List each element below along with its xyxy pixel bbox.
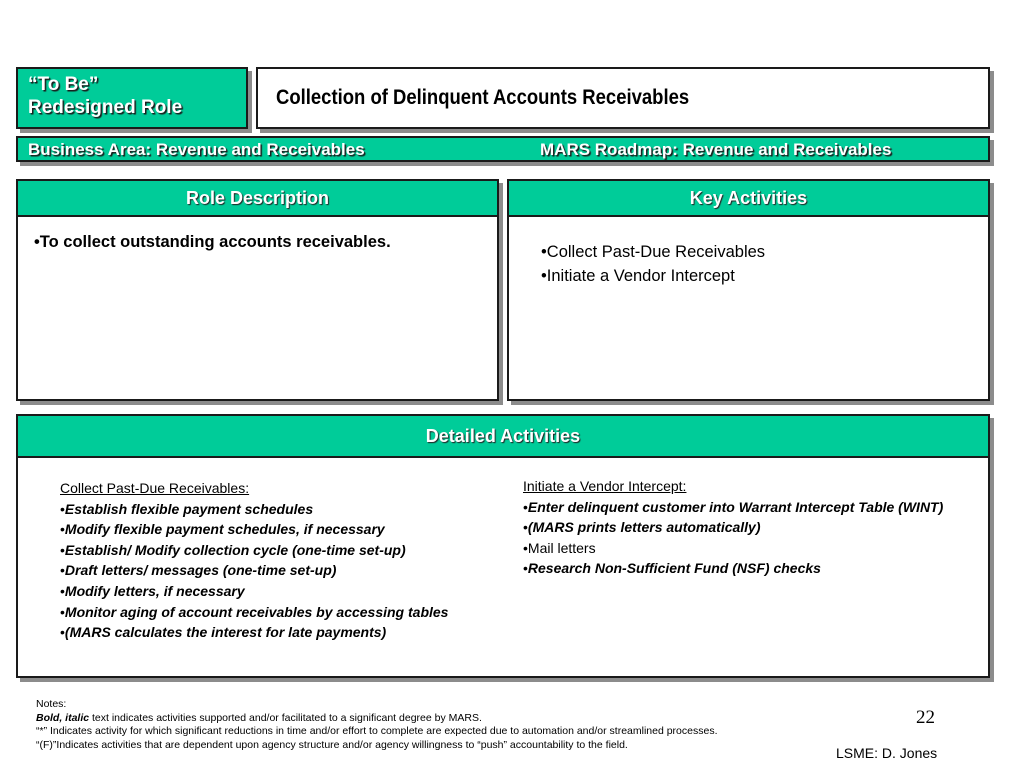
list-item: •Collect Past-Due Receivables [541,243,766,261]
footer-author: LSME: D. Jones [836,745,938,761]
page-number: 22 [916,707,935,728]
list-item: •(MARS calculates the interest for late payments) [60,624,387,641]
detailed-activities-header: Detailed Activities [18,416,988,458]
business-area-banner [16,136,990,162]
list-item: •Enter delinquent customer into Warrant Intercept Table (WINT) [523,498,944,515]
notes-section [36,698,718,752]
detailed-left-column [60,478,448,643]
detailed-activities-panel [16,414,990,678]
notes-line-3: “(F)”Indicates activities that are dependent upon agency structure and/or agency willingness to “push” accountability to the field. [36,738,628,751]
key-activities-list [541,240,765,288]
role-description-list [34,233,391,252]
list-item: •Modify flexible payment schedules, if necessary [60,521,385,538]
role-label-box [16,67,248,129]
list-item: •Mail letters [523,539,596,556]
vendor-intercept-heading: Initiate a Vendor Intercept: [523,478,687,494]
list-item: •Establish/ Modify collection cycle (one-time set-up) [60,541,406,558]
role-label-line1: “To Be” [28,74,99,95]
list-item: •Establish flexible payment schedules [60,500,314,517]
bullet: • [34,233,40,251]
roadmap-label: MARS Roadmap: Revenue and Receivables [540,140,892,159]
list-item: •Monitor aging of account receivables by accessing tables [60,603,449,620]
key-activities-panel [507,179,990,401]
list-item: •Research Non-Sufficient Fund (NSF) checks [523,560,821,577]
detailed-right-column [523,476,943,579]
role-description-panel [16,179,499,401]
role-description-header: Role Description [18,181,497,217]
list-item: •Modify letters, if necessary [60,582,245,599]
list-item: •(MARS prints letters automatically) [523,519,761,536]
notes-line-1: Bold, italic text indicates activities supported and/or facilitated to a significant degree by MARS. [36,711,482,724]
list-item: •To collect outstanding accounts receivables. [34,233,391,251]
page-title: Collection of Delinquent Accounts Receivables [276,86,690,109]
role-label-line2: Redesigned Role [28,97,183,118]
list-item: •Draft letters/ messages (one-time set-up) [60,562,337,579]
key-activities-header: Key Activities [509,181,988,217]
collect-receivables-heading: Collect Past-Due Receivables: [60,480,250,496]
list-item: •Initiate a Vendor Intercept [541,267,735,285]
business-area-label: Business Area: Revenue and Receivables [28,140,365,159]
notes-line-2: “*” Indicates activity for which significant reductions in time and/or effort to complete are expected due to automation and/or streamlined processes. [36,725,718,737]
title-box [256,67,990,129]
notes-label: Notes: [36,698,67,710]
